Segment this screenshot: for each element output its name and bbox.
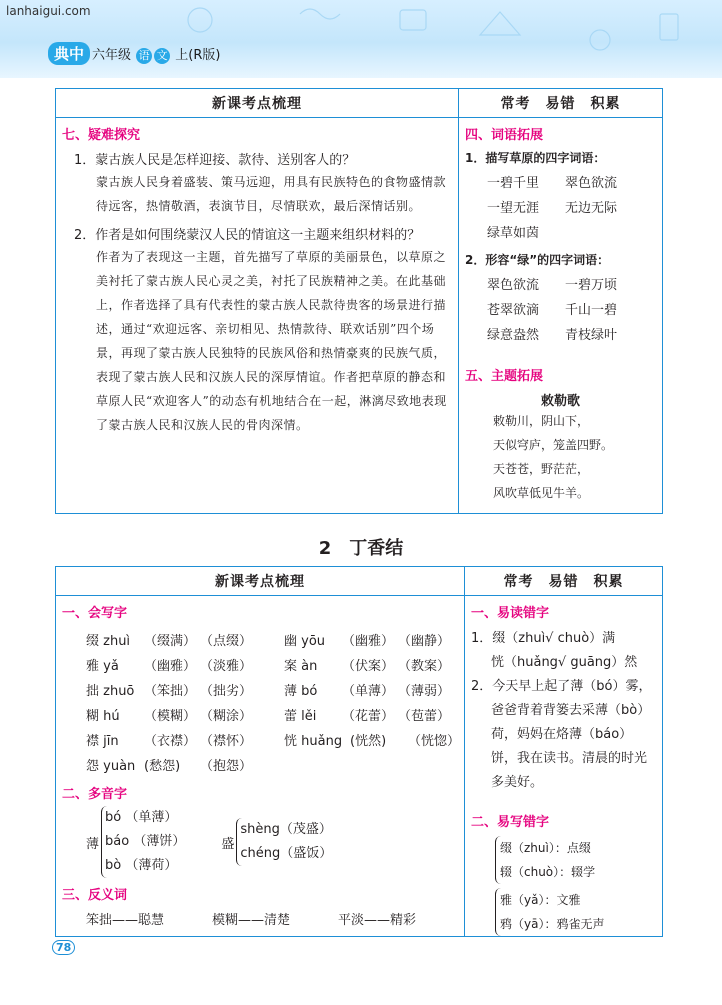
easy-write-item: 缀（zhuì）：点缀 [500,841,591,855]
word: 翠色欲流 [487,278,540,293]
table1-right-cell [459,118,663,514]
word: （糊涂） [200,709,253,724]
word: （抱怨） [200,759,253,774]
polyphone-reading: bó （单薄） [105,810,178,825]
study-table-2 [55,566,663,937]
polyphone-block [86,806,464,878]
table1-right-header: 常考 易错 积累 [459,89,663,118]
words-row [487,324,662,343]
polyphone-char-bo: 薄 [86,836,100,852]
word: 翠色欲流 [565,176,618,191]
easy-write-title: 二、易写错字 [471,815,550,830]
antonym-pair: 模糊——清楚 [212,913,291,928]
subject-char-a: 语 [136,48,152,64]
char-pinyin: 雅 yǎ [86,659,119,674]
char-pinyin: 案 àn [284,659,318,674]
write-row [86,627,464,652]
answer-2: 作者为了表现这一主题，首先描写了草原的美丽景色，以草原之美衬托了蒙古族人民心灵之美，衬托了民族精神之美。在此基础上，作者选择了具有代表性的蒙古族人民款待贵客的场景进行描述，通过“欢迎远客、亲切相见、热情款待、联欢话别”四个场景，再现了蒙古族人民独特的民族风俗和热情豪爽的民族气质，表现了蒙古族人民和汉族人民的深厚情谊。作者把草原的静态和草原人民“欢迎客人”的动态有机地结合在一起，淋漓尽致地表现了蒙古族人民和汉族人民的骨肉深情。 [96,250,447,432]
page-number: 78 [52,940,75,955]
polyphone-char-sheng: 盛 [221,836,235,852]
word: 绿草如茵 [487,226,540,241]
grade-label: 六年级 [92,48,132,63]
polyphone-reading: chéng（盛饭） [240,846,333,861]
char-pinyin: 拙 zhuō [86,684,135,699]
word: （缀满） [144,634,197,649]
words-row [487,274,662,293]
easy-read-block [471,627,654,795]
word: （衣襟） [144,734,197,749]
brand-logo: 典中 [48,42,90,65]
words-row [487,197,662,216]
antonym-row [86,909,464,928]
write-row [86,727,464,752]
word: （恍惚） [408,734,461,749]
word: （幽雅） [144,659,197,674]
write-section-title: 一、会写字 [62,606,128,621]
polyphone-reading: bò （薄荷） [105,858,178,873]
book-title [92,44,220,64]
char-pinyin: 恍 huǎng [284,734,343,749]
polyphone-sheng-list [236,818,332,866]
question-2: 2．作者是如何围绕蒙汉人民的情谊这一主题来组织材料的？ [74,228,421,243]
write-row [86,652,464,677]
word: 苍翠欲滴 [487,303,540,318]
char-pinyin: 缀 zhuì [86,634,131,649]
polyphone-reading: shèng（茂盛） [240,822,332,837]
word: (愁怨) [144,759,181,774]
word: 千山一碧 [565,303,618,318]
word: 无边无际 [565,201,618,216]
polyphone-section-title: 二、多音字 [62,787,128,802]
word: (恍然) [350,734,387,749]
char-pinyin: 蕾 lěi [284,709,317,724]
word: （花蕾） [342,709,395,724]
word: （苞蕾） [398,709,451,724]
words-row [487,222,662,241]
easy-write-group [495,836,662,884]
char-pinyin: 糊 hú [86,709,120,724]
word: （模糊） [144,709,197,724]
word: 一碧千里 [487,176,540,191]
poem-body [493,409,662,505]
chapter-title: 2 丁香结 [318,538,404,559]
header-band [0,0,722,78]
word: （薄弱） [398,684,451,699]
word: （伏案） [342,659,395,674]
easy-write-block [495,836,662,936]
word: （教案） [398,659,451,674]
words-row [487,172,662,191]
word: （点缀） [200,634,253,649]
word: （幽雅） [342,634,395,649]
antonym-pair: 笨拙——聪慧 [86,913,165,928]
word: 绿意盎然 [487,328,540,343]
easy-read-item: 恍（huǎng√ guāng）然 [491,655,638,670]
table1-left-header: 新课考点梳理 [56,89,459,118]
section-7-title: 七、疑难探究 [62,128,141,143]
subject-char-b: 文 [154,48,170,64]
polyphone-reading: báo （薄饼） [105,834,186,849]
watermark: lanhaigui.com [6,4,91,18]
table2-right-cell [465,596,663,937]
write-row [86,752,464,777]
write-row [86,677,464,702]
study-table-1 [55,88,663,514]
write-row [86,702,464,727]
easy-write-item: 鸦（yā）：鸦雀无声 [500,917,605,931]
header-decoration [0,0,722,78]
word: （笨拙） [144,684,197,699]
answer-1: 蒙古族人民身着盛装、策马远迎，用具有民族特色的食物盛情款待远客，热情敬酒，表演节目，尽情联欢，最后深情话别。 [96,175,447,213]
words-1-title: 1．描写草原的四字词语： [465,151,606,165]
table2-left-cell [56,596,465,937]
table1-left-cell [56,118,459,514]
word: 青枝绿叶 [565,328,618,343]
easy-read-item: 2．今天早上起了薄（bó）雾，爸爸背着背篓去采薄（bò）荷，妈妈在烙薄（báo）饼，我在读书。清晨的时光多美好。 [471,679,652,790]
word: （单薄） [342,684,395,699]
poem-line: 风吹草低见牛羊。 [493,486,590,500]
easy-write-item: 辍（chuò）：辍学 [500,865,596,879]
polyphone-bo-list [101,806,185,878]
easy-write-item: 雅（yǎ）：文雅 [500,893,581,907]
word: （幽静） [398,634,451,649]
question-1: 1．蒙古族人民是怎样迎接、款待、送别客人的？ [74,153,356,168]
word: 一碧万顷 [565,278,618,293]
word: （襟怀） [200,734,253,749]
word: 一望无涯 [487,201,540,216]
write-grid [86,627,464,777]
easy-write-group [495,888,662,936]
word: （淡雅） [200,659,253,674]
table2-left-header: 新课考点梳理 [56,567,465,596]
char-pinyin: 襟 jīn [86,734,119,749]
section-4-title: 四、词语拓展 [465,128,544,143]
table2-right-header: 常考 易错 积累 [465,567,663,596]
words-2-title: 2．形容“绿”的四字词语： [465,253,610,267]
char-pinyin: 怨 yuàn [86,759,136,774]
words-row [487,299,662,318]
easy-read-item: 1．缀（zhuì√ chuò）满 [471,631,616,646]
word: （拙劣） [200,684,253,699]
poem-line: 敕勒川，阴山下， [493,414,590,428]
antonym-section-title: 三、反义词 [62,888,128,903]
char-pinyin: 幽 yōu [284,634,326,649]
easy-read-title: 一、易读错字 [471,606,550,621]
poem-line: 天苍苍，野茫茫， [493,462,590,476]
poem-line: 天似穹庐，笼盖四野。 [493,438,614,452]
poem-title: 敕勒歌 [540,394,580,409]
antonym-pair: 平淡——精彩 [338,913,417,928]
edition-label: 上(R版) [175,48,221,63]
section-5-title: 五、主题拓展 [465,369,544,384]
char-pinyin: 薄 bó [284,684,318,699]
